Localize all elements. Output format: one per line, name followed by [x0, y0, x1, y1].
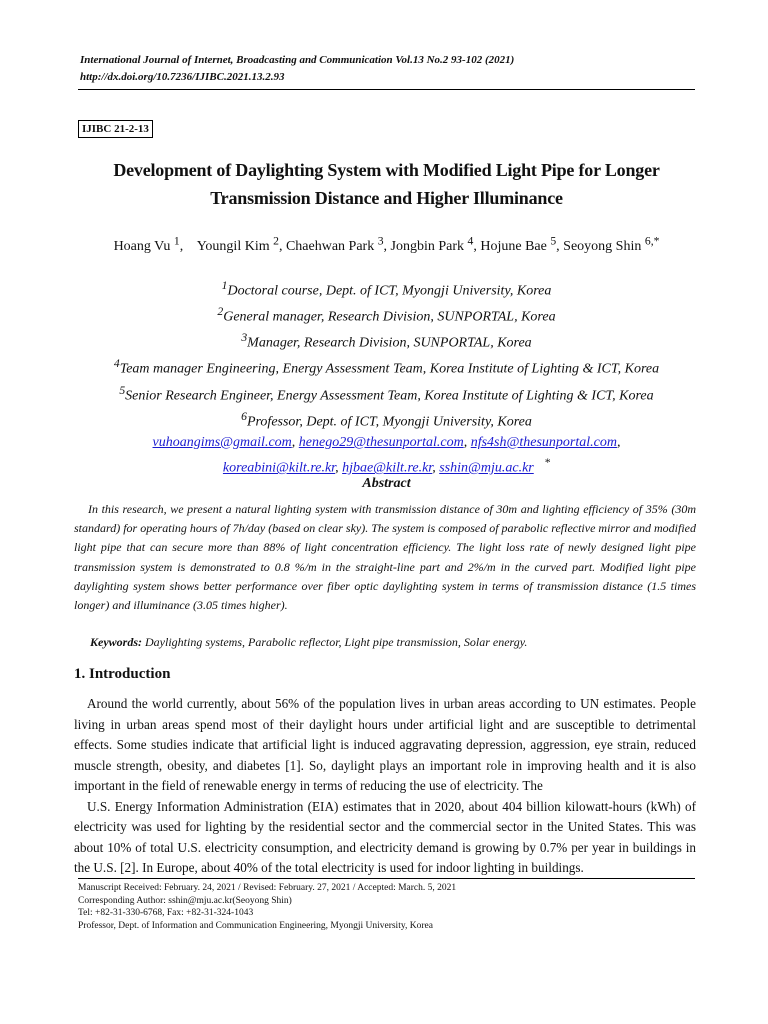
affiliation: $^4$Team manager Engineering, Energy Assessment Team, Korea Institute of Lighting & ICT, Korea — [113, 357, 660, 378]
paper-title — [78, 156, 695, 212]
paper-code: IJIBC 21-2-13 — [78, 120, 153, 138]
contact-numbers: Tel: +82-31-330-6768, Fax: +82-31-324-1043 — [78, 908, 254, 918]
email-line-1: vuhoangims@gmail.com, henego29@thesunportal.com, nfs4sh@thesunportal.com, — [152, 434, 621, 450]
email-line-2: koreabini@kilt.re.kr, hjbae@kilt.re.kr, sshin@mju.ac.kr * — [222, 456, 551, 477]
journal-citation: International Journal of Internet, Broadcasting and Communication Vol.13 No.2 93-102 (2021) — [80, 54, 515, 66]
abstract-text: In this research, we present a natural lighting system with transmission distance of 30m and lighting efficiency of 35% (30m standard) for operating hours of 7h/day (based on clear sky). The system is composed of parabolic reflective mirror and modified light pipe that can secure more than 88% of light concentration efficiency. The light loss rate of newly designed light pipe transmission system is demonstrated to 0.8 %/m in the straight-line part and 2%/m in the curved part. Modified light pipe daylighting system shows better performance over fiber optic daylighting system in terms of transmission distance (1.5 times longer) and illuminance (3.05 times higher). — [74, 502, 696, 613]
email-link[interactable]: nfs4sh@thesunportal.com — [470, 434, 617, 450]
keywords-text: Daylighting systems, Parabolic reflector, Light pipe transmission, Solar energy. — [145, 635, 528, 649]
keywords-label: Keywords: — [90, 635, 142, 649]
email-link[interactable]: vuhoangims@gmail.com — [152, 434, 292, 450]
title-line-1: Development of Daylighting System with Modified Light Pipe for Longer — [113, 160, 660, 180]
section-heading: 1. Introduction — [74, 666, 171, 682]
author: Jongbin Park $^4$, — [390, 234, 481, 254]
author: Seoyong Shin $^{6,*}$ — [563, 234, 660, 254]
email-link[interactable]: koreabini@kilt.re.kr — [222, 461, 336, 477]
affiliation: $^3$Manager, Research Division, SUNPORTAL, Korea — [241, 331, 532, 351]
affiliation: $^2$General manager, Research Division, SUNPORTAL, Korea — [217, 305, 556, 325]
corresponding-author: Corresponding Author: sshin@mju.ac.kr(Seoyong Shin) — [78, 895, 292, 906]
corresponding-star: * — [544, 456, 551, 470]
affiliation: $^5$Senior Research Engineer, Energy Assessment Team, Korea Institute of Lighting & ICT, Korea — [119, 383, 654, 404]
doi-line: http://dx.doi.org/10.7236/IJIBC.2021.13.2.93 — [80, 71, 285, 83]
author-affiliation: Professor, Dept. of Information and Communication Engineering, Myongji University, Korea — [78, 920, 433, 931]
footnote — [78, 882, 695, 932]
title-line-2: Transmission Distance and Higher Illuminance — [210, 188, 563, 208]
keywords — [90, 634, 695, 650]
author-list — [78, 231, 695, 257]
author: Hoang Vu $^1$, — [113, 234, 197, 254]
intro-paragraph: U.S. Energy Information Administration (EIA) estimates that in 2020, about 404 billion kilowatt-hours (kWh) of electricity was used for lighting by the residential sector and the commercial sector in the United States. This was about 10% of total U.S. electricity consumption, and electricity demand is growing by 0.7% per year in buildings in the U.S. [2]. In Europe, about 40% of the total electricity is used for indoor lighting in buildings. — [74, 798, 696, 875]
email-link[interactable]: hjbae@kilt.re.kr — [342, 461, 433, 477]
manuscript-dates: Manuscript Received: February. 24, 2021 / Revised: February. 27, 2021 / Accepted: March. 5, 2021 — [78, 883, 457, 893]
affiliation: $^6$Professor, Dept. of ICT, Myongji University, Korea — [241, 409, 532, 430]
email-link[interactable]: henego29@thesunportal.com — [298, 434, 464, 450]
header-rule — [78, 89, 695, 90]
affiliation: $^1$Doctoral course, Dept. of ICT, Myongji University, Korea — [221, 279, 552, 299]
author: Chaehwan Park $^3$, — [285, 234, 391, 254]
author: Youngil Kim $^2$, — [196, 234, 286, 254]
email-link[interactable]: sshin@mju.ac.kr — [439, 461, 534, 477]
introduction-body — [74, 694, 696, 879]
journal-header — [80, 52, 700, 86]
intro-paragraph: Around the world currently, about 56% of the population lives in urban areas according to UN estimates. People living in urban areas spend most of their daylight hours under artificial light and are susceptible to detrimental effects. Some studies indicate that artificial light is induced aggravating depression, aggression, eye strain, reduced muscle strength, obesity, and diabetes [1]. So, daylight plays an important role in improving health and it is also important in the field of renewable energy in terms of reducing the use of electricity. The — [74, 696, 696, 793]
footnote-rule — [78, 878, 695, 879]
abstract-heading: Abstract — [362, 476, 411, 491]
affiliation-list — [78, 276, 695, 480]
author: Hojune Bae $^5$, — [480, 234, 564, 254]
